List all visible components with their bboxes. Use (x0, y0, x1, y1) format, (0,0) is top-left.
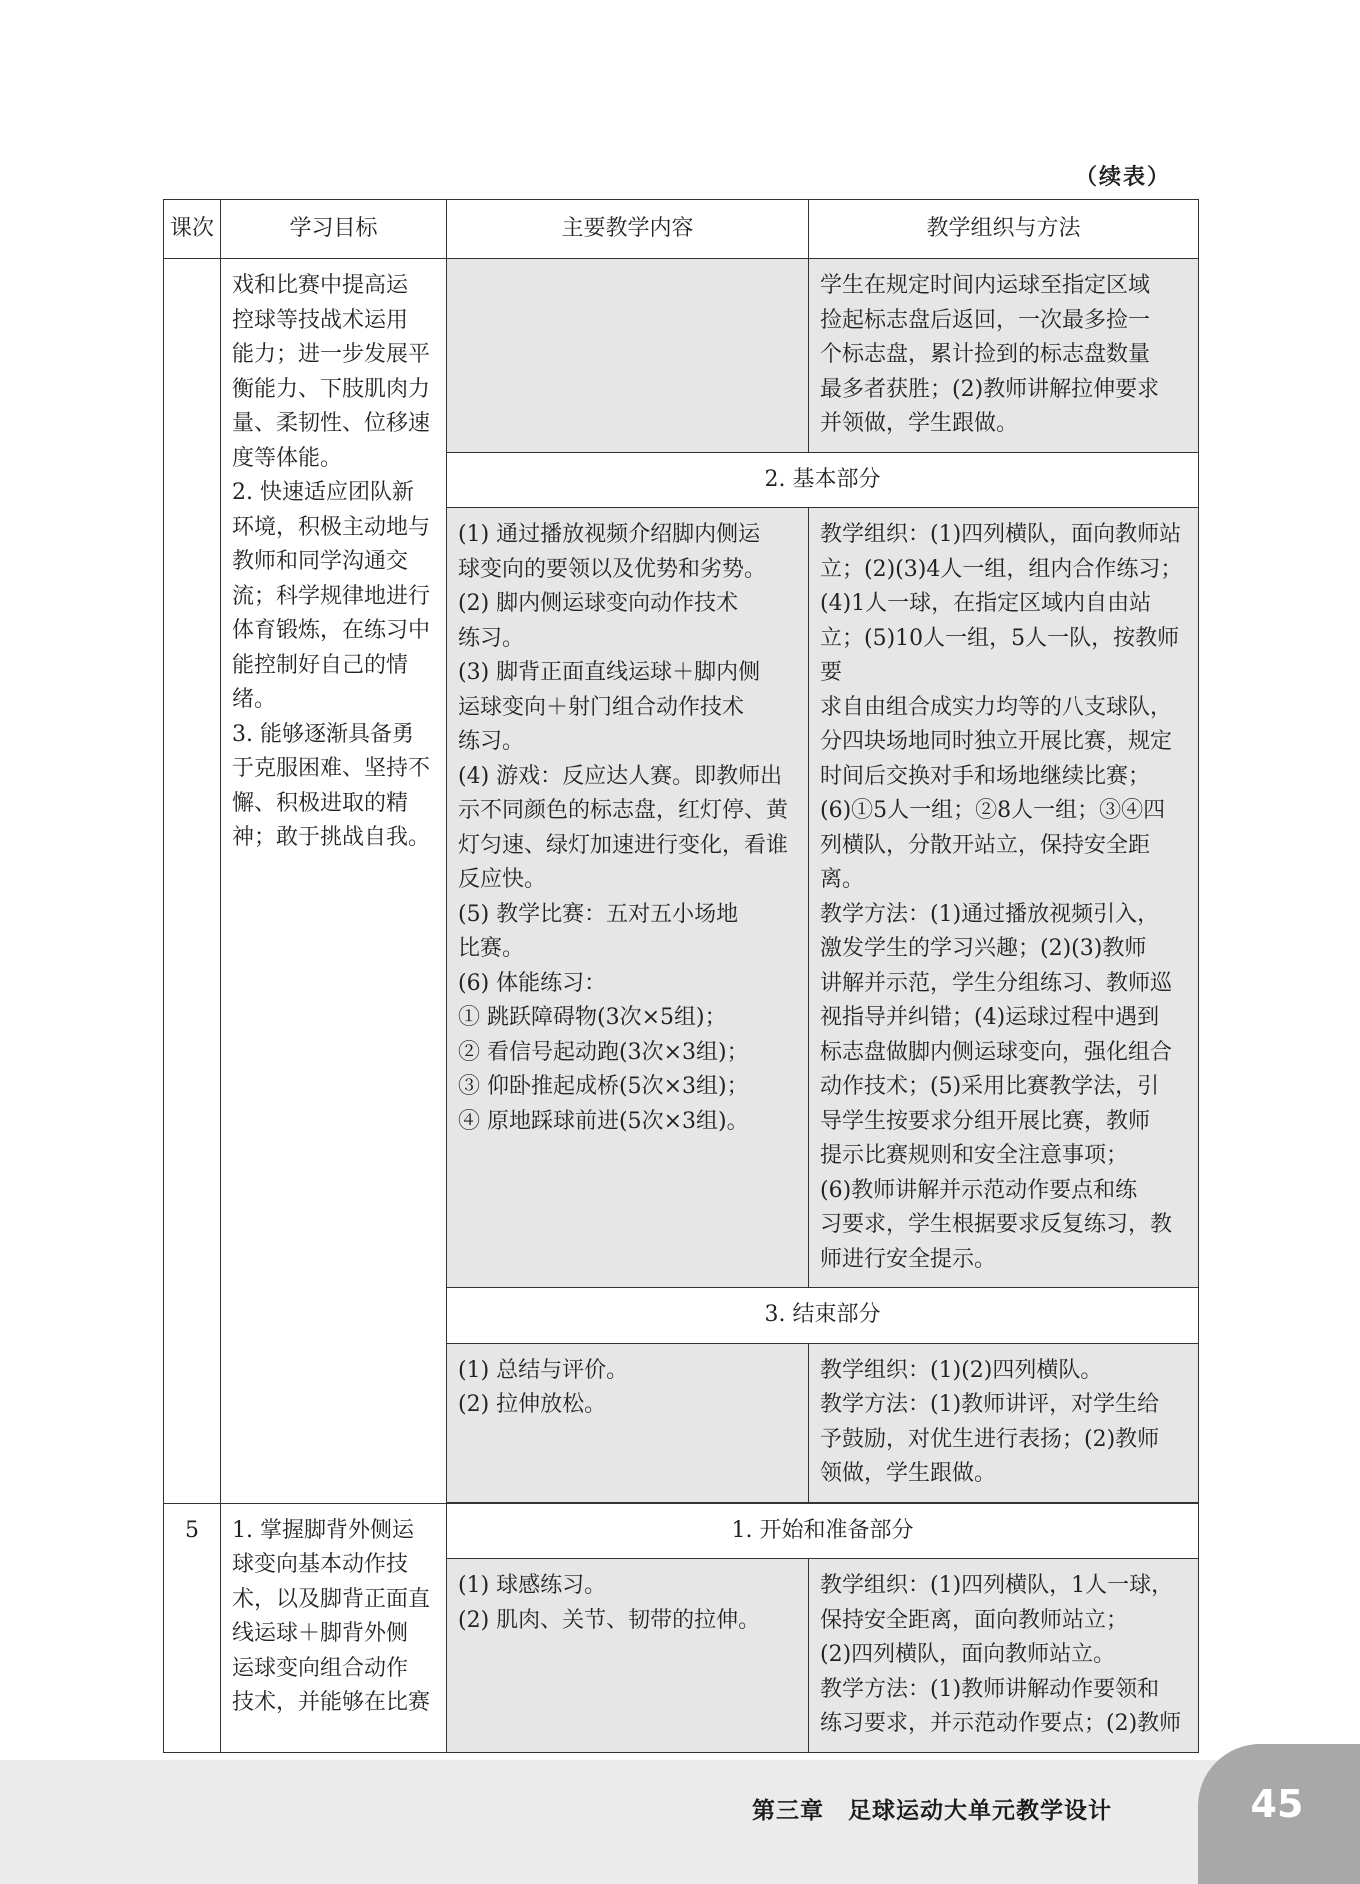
header-goals: 学习目标 (221, 200, 447, 259)
text-line: 教学方法：(1)教师讲评，对学生给 (820, 1392, 1160, 1417)
text-line: 捡起标志盘后返回，一次最多捡一 (820, 307, 1151, 333)
text-line: 领做，学生跟做。 (820, 1461, 997, 1486)
text-line: 反应快。 (458, 867, 547, 892)
section-title-basic: 2. 基本部分 (447, 452, 1199, 508)
text-line: (1) 通过播放视频介绍脚内侧运 (458, 522, 761, 547)
text-line: 列横队，分散开站立，保持安全距离。 (820, 832, 1151, 892)
text-line: 球变向的要领以及优势和劣势。 (458, 556, 767, 582)
table-row (164, 259, 1199, 453)
text-line: 学生在规定时间内运球至指定区域 (820, 273, 1151, 298)
text-line: (1) 球感练习。 (458, 1573, 607, 1598)
text-line: 于克服困难、坚持不 (232, 756, 431, 781)
table-header-row (164, 200, 1199, 259)
text-line: 练习。 (458, 625, 525, 651)
text-line: 求自由组合成实力均等的八支球队， (820, 694, 1173, 720)
text-line: 视指导并纠错；(4)运球过程中遇到 (820, 1005, 1160, 1030)
text-line: 最多者获胜；(2)教师讲解拉伸要求 (820, 376, 1160, 402)
header-lesson: 课次 (164, 200, 221, 259)
header-content: 主要教学内容 (447, 200, 809, 259)
text-line: (1) 总结与评价。 (458, 1357, 629, 1383)
section-title-start: 1. 开始和准备部分 (447, 1503, 1199, 1559)
text-line: (4)1人一球，在指定区域内自由站 (820, 591, 1152, 616)
text-line: 能控制好自己的情 (232, 652, 409, 678)
text-line: 并领做，学生跟做。 (820, 411, 1019, 436)
text-line: ③ 仰卧推起成桥(5次×3组)； (458, 1074, 749, 1099)
page-footer (0, 1760, 1360, 1884)
text-line: 练习。 (458, 729, 525, 754)
start-methods-cell (809, 1559, 1199, 1753)
text-line: (6)教师讲解并示范动作要点和练 (820, 1177, 1138, 1203)
page-number: 45 (1250, 1782, 1304, 1826)
text-line: 激发学生的学习兴趣；(2)(3)教师 (820, 936, 1147, 961)
warmup-methods-cell (809, 259, 1199, 453)
text-line: 戏和比赛中提高运 (232, 273, 409, 298)
text-line: 绪。 (232, 687, 277, 712)
text-line: 习要求，学生根据要求反复练习，教 (820, 1212, 1173, 1237)
start-content-cell (447, 1559, 809, 1753)
header-methods: 教学组织与方法 (809, 200, 1199, 259)
text-line: 神；敢于挑战自我。 (232, 825, 431, 850)
text-line: 教学组织：(1)(2)四列横队。 (820, 1357, 1103, 1383)
text-line: 量、柔韧性、位移速 (232, 411, 431, 436)
text-line: 灯匀速、绿灯加速进行变化，看谁 (458, 832, 789, 858)
goals-cell (221, 259, 447, 1504)
text-line: 衡能力、下肢肌肉力 (232, 376, 431, 402)
text-line: 保持安全距离，面向教师站立； (820, 1607, 1129, 1633)
end-content-cell (447, 1343, 809, 1502)
text-line: 动作技术；(5)采用比赛教学法，引 (820, 1074, 1160, 1099)
text-line: 标志盘做脚内侧运球变向，强化组合 (820, 1039, 1173, 1065)
text-line: 度等体能。 (232, 445, 343, 471)
chapter-title: 第三章 足球运动大单元教学设计 (752, 1798, 1112, 1824)
basic-methods-cell (809, 508, 1199, 1288)
text-line: 教学组织：(1)四列横队，面向教师站 (820, 522, 1182, 547)
text-line: (6) 体能练习： (458, 970, 607, 996)
text-line: 2. 快速适应团队新 (232, 480, 414, 505)
text-line: 教学方法：(1)教师讲解动作要领和 (820, 1676, 1160, 1702)
basic-content-cell (447, 508, 809, 1288)
text-line: 教师和同学沟通交 (232, 549, 409, 574)
text-line: 能力；进一步发展平 (232, 342, 431, 367)
text-line: 分四块场地同时独立开展比赛，规定 (820, 729, 1173, 754)
text-line: 师进行安全提示。 (820, 1246, 997, 1272)
text-line: 讲解并示范，学生分组练习、教师巡 (820, 970, 1173, 996)
text-line: 提示比赛规则和安全注意事项； (820, 1143, 1129, 1168)
lesson-plan-table (163, 199, 1199, 1753)
text-line: (2) 肌肉、关节、韧带的拉伸。 (458, 1607, 761, 1633)
text-line: 运球变向组合动作 (232, 1655, 409, 1681)
lesson-number-cell (164, 259, 221, 1504)
section-title-end: 3. 结束部分 (447, 1288, 1199, 1344)
text-line: 1. 掌握脚背外侧运 (232, 1517, 414, 1543)
text-line: 运球变向＋射门组合动作技术 (458, 694, 745, 720)
text-line: 球变向基本动作技 (232, 1552, 409, 1577)
text-line: 线运球＋脚背外侧 (232, 1621, 409, 1646)
text-line: 个标志盘，累计捡到的标志盘数量 (820, 342, 1151, 367)
text-line: ② 看信号起动跑(3次×3组)； (458, 1039, 749, 1065)
text-line: 立；(5)10人一组，5人一队，按教师要 (820, 625, 1180, 685)
text-line: (6)①5人一组；②8人一组；③④四 (820, 798, 1166, 823)
text-line: 术，以及脚背正面直 (232, 1586, 431, 1612)
text-line: 环境，积极主动地与 (232, 514, 431, 540)
text-line: (2) 脚内侧运球变向动作技术 (458, 591, 739, 616)
text-line: ④ 原地踩球前进(5次×3组)。 (458, 1108, 749, 1134)
text-line: 立；(2)(3)4人一组，组内合作练习； (820, 556, 1183, 582)
text-line: 技术，并能够在比赛 (232, 1690, 431, 1715)
goals-cell (221, 1503, 447, 1752)
text-line: 时间后交换对手和场地继续比赛； (820, 763, 1151, 789)
text-line: 教学组织：(1)四列横队，1人一球， (820, 1573, 1174, 1598)
text-line: 控球等技战术运用 (232, 307, 409, 333)
text-line: 体育锻炼，在练习中 (232, 618, 431, 643)
lesson-number-cell: 5 (164, 1503, 221, 1752)
text-line: (3) 脚背正面直线运球＋脚内侧 (458, 660, 761, 685)
text-line: (4) 游戏：反应达人赛。即教师出 (458, 763, 783, 789)
text-line: (5) 教学比赛：五对五小场地 (458, 901, 739, 927)
continued-label: （续表） (1075, 165, 1172, 190)
warmup-content-cell (447, 259, 809, 453)
text-line: (2)四列横队，面向教师站立。 (820, 1642, 1116, 1667)
end-methods-cell (809, 1343, 1199, 1502)
text-line: 比赛。 (458, 936, 525, 961)
text-line: 练习要求，并示范动作要点；(2)教师 (820, 1711, 1182, 1736)
text-line: 流；科学规律地进行 (232, 583, 431, 609)
text-line: 予鼓励，对优生进行表扬；(2)教师 (820, 1426, 1160, 1452)
text-line: (2) 拉伸放松。 (458, 1392, 607, 1417)
text-line: 3. 能够逐渐具备勇 (232, 721, 414, 747)
text-line: 导学生按要求分组开展比赛，教师 (820, 1108, 1151, 1134)
text-line: 示不同颜色的标志盘，红灯停、黄 (458, 798, 789, 823)
text-line: ① 跳跃障碍物(3次×5组)； (458, 1005, 727, 1030)
text-line: 懈、积极进取的精 (232, 790, 409, 816)
text-line: 教学方法：(1)通过播放视频引入， (820, 901, 1160, 927)
section-row (164, 1503, 1199, 1559)
